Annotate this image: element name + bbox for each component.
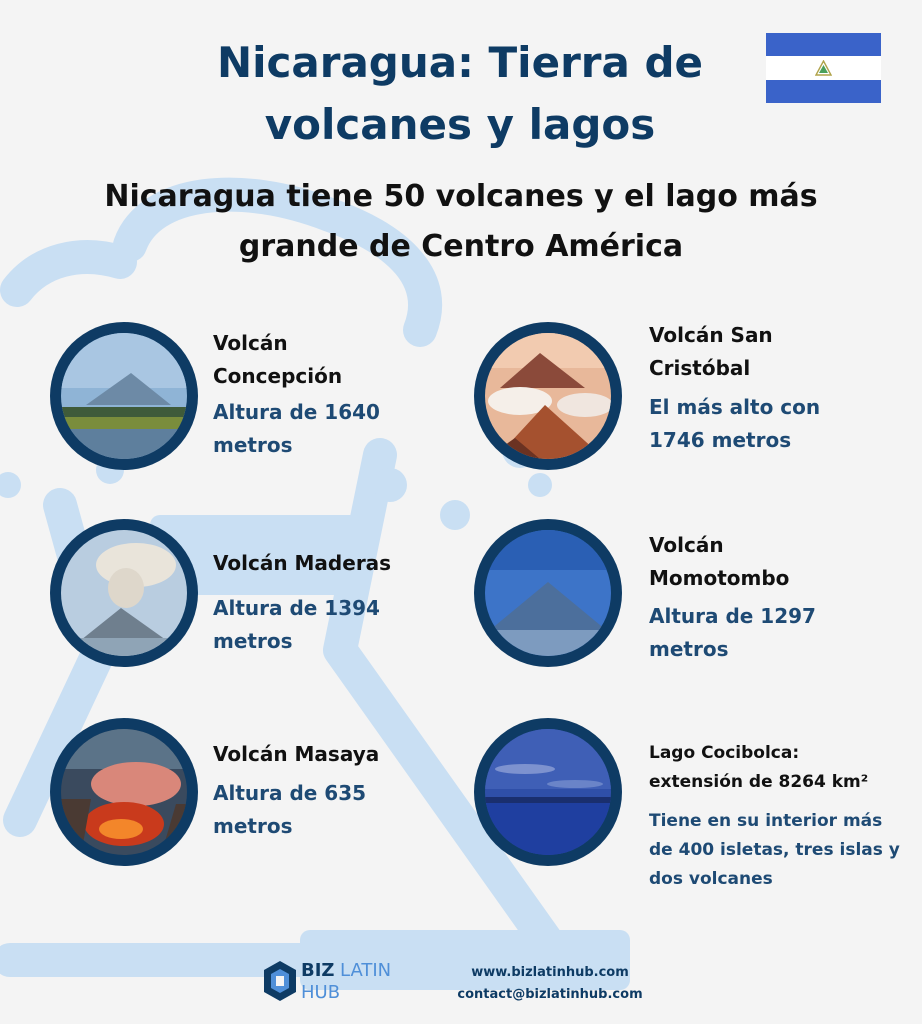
volcano-name: Volcán Momotombo (649, 533, 790, 590)
contact-info (440, 962, 660, 1006)
volcano-photo-frame (50, 322, 198, 470)
volcano-name: Volcán San Cristóbal (649, 323, 773, 380)
momotombo-photo (485, 530, 611, 656)
concepcion-photo (61, 333, 187, 459)
volcano-detail: Altura de 635 metros (213, 781, 367, 838)
maderas-photo (61, 530, 187, 656)
masaya-photo (61, 729, 187, 855)
volcano-name: Volcán Concepción (213, 331, 343, 388)
nicaragua-flag-icon (766, 33, 881, 103)
cocibolca-photo (485, 729, 611, 855)
volcano-detail: Altura de 1394 metros (213, 596, 380, 653)
bizlatinhub-logo-icon (262, 960, 298, 1002)
volcano-photo-frame (474, 322, 622, 470)
logo-text-latin: LATIN (340, 960, 392, 981)
volcano-detail: Altura de 1640 metros (213, 400, 380, 457)
bizlatinhub-logo (262, 960, 402, 1004)
volcano-photo-frame (474, 519, 622, 667)
volcano-name: Volcán Maderas (213, 551, 392, 575)
logo-text-biz: BIZ (301, 960, 335, 981)
volcano-detail: Altura de 1297 metros (649, 604, 816, 661)
san-cristobal-photo (485, 333, 611, 459)
lake-detail: Tiene en su interior más de 400 isletas, tres islas y dos volcanes (649, 811, 900, 889)
lake-name: Lago Cocibolca: extensión de 8264 km² (649, 743, 869, 792)
website-link[interactable]: www.bizlatinhub.com (471, 965, 629, 980)
volcano-name: Volcán Masaya (213, 742, 380, 766)
lake-photo-frame (474, 718, 622, 866)
flag-emblem-icon (815, 60, 832, 76)
page-title: Nicaragua: Tierra de volcanes y lagos (216, 38, 704, 149)
volcano-detail: El más alto con 1746 metros (649, 395, 821, 452)
volcano-photo-frame (50, 718, 198, 866)
page-subtitle: Nicaragua tiene 50 volcanes y el lago más grande de Centro América (104, 179, 818, 264)
logo-text-hub: HUB (301, 982, 341, 1003)
email-link[interactable]: contact@bizlatinhub.com (457, 987, 643, 1002)
volcano-photo-frame (50, 519, 198, 667)
